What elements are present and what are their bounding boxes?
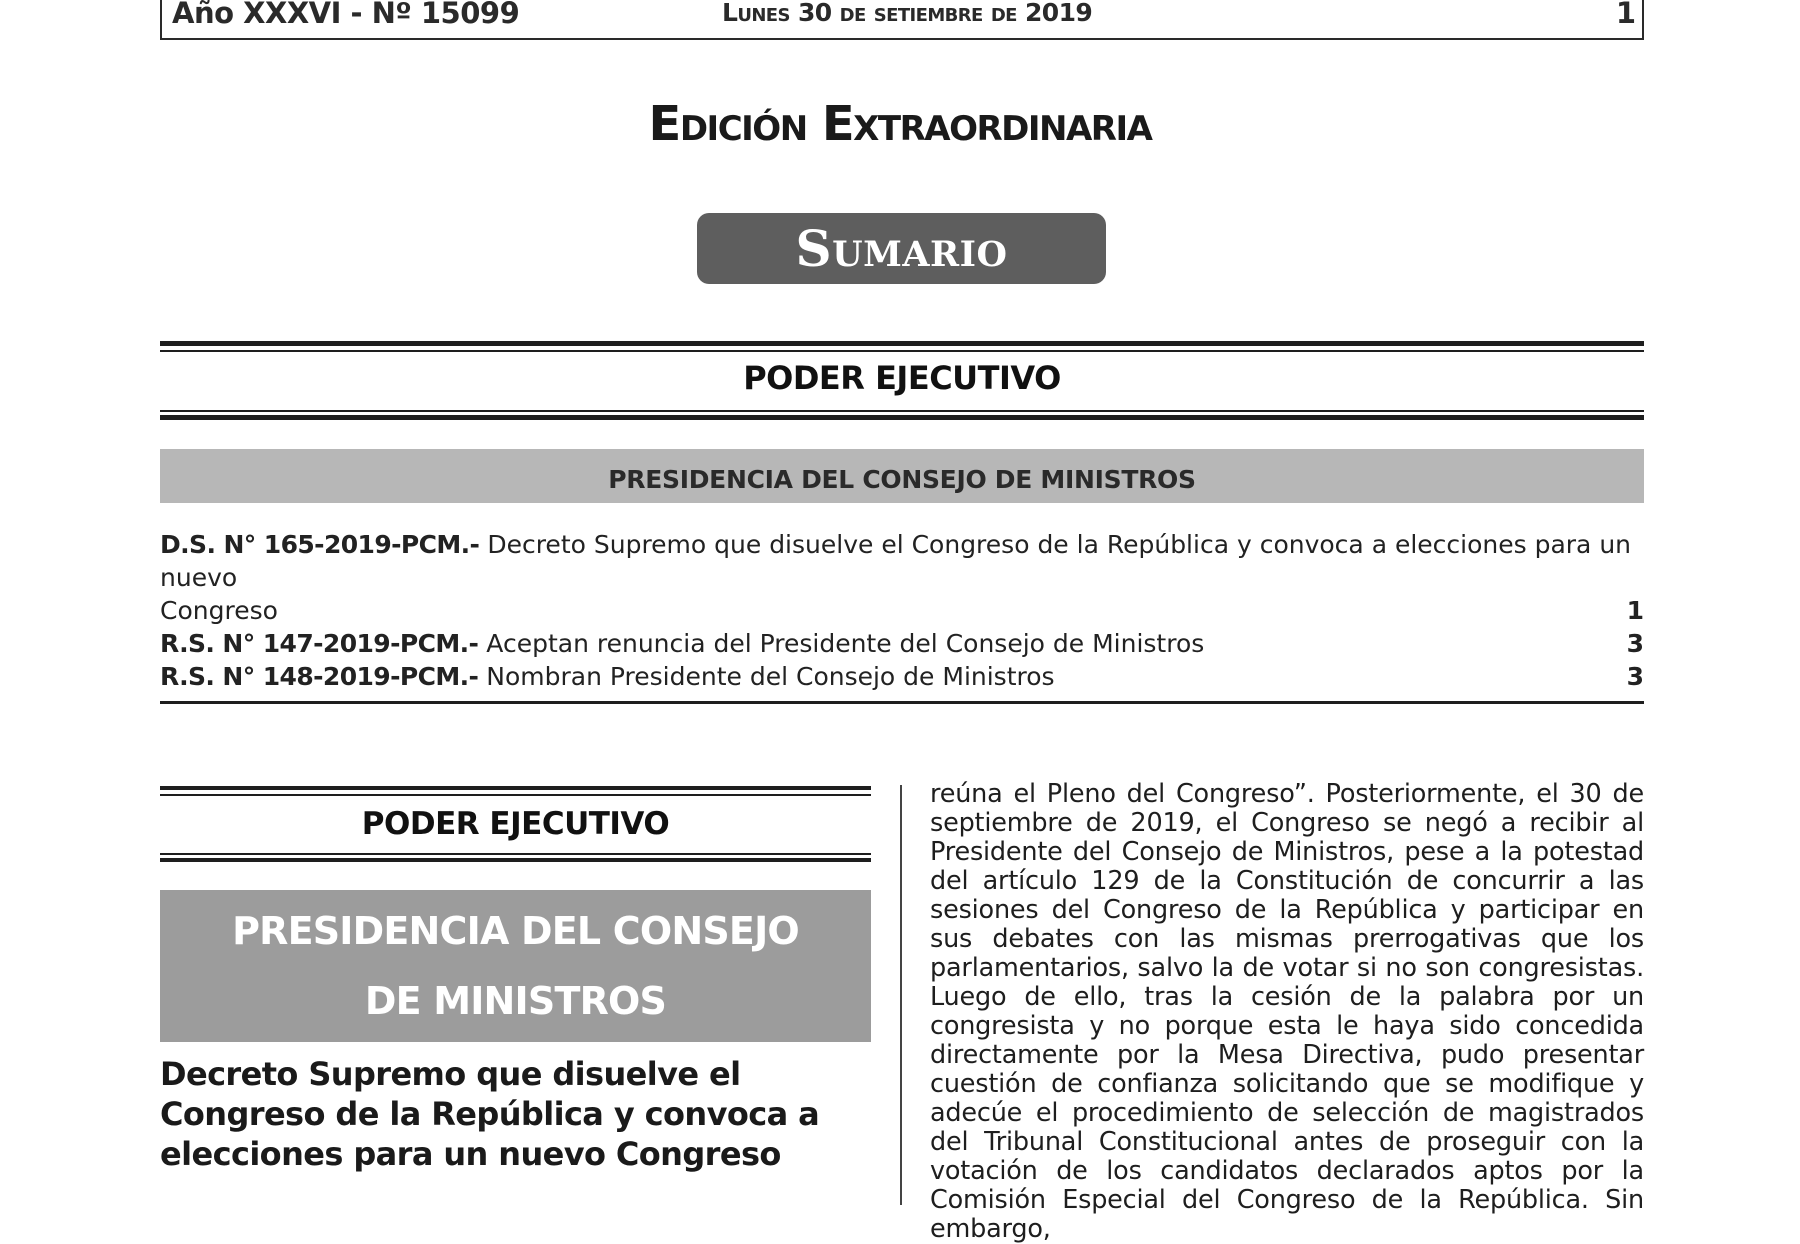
summary-entry-page: 3 [1626, 629, 1644, 658]
summary-entry-code: R.S. N° 148-2019-PCM.- [160, 662, 479, 691]
decree-heading: Decreto Supremo que disuelve el Congreso de la República y convoca a elecciones para un nuevo Congreso [160, 1055, 820, 1173]
left-subsection-line2: DE MINISTROS [364, 979, 667, 1023]
summary-list [160, 528, 1644, 693]
left-section-top-rule-thin [160, 794, 871, 796]
left-section-top-rule-thick [160, 786, 871, 790]
publication-date: Lunes 30 de setiembre de 2019 [722, 0, 1093, 27]
summary-section-title: PODER EJECUTIVO [743, 359, 1061, 397]
summary-entry-code: D.S. N° 165-2019-PCM.- [160, 530, 480, 559]
page-number: 1 [1615, 0, 1636, 30]
summary-entry[interactable] [160, 660, 1644, 693]
summary-entry-page: 3 [1626, 662, 1644, 691]
summary-top-rule-thick [160, 341, 1644, 346]
left-section-title: PODER EJECUTIVO [361, 806, 670, 842]
summary-entry-text: Nombran Presidente del Consejo de Ministros [486, 662, 1055, 691]
summary-entry-text-continued: Congreso [160, 596, 278, 625]
summary-entry[interactable] [160, 528, 1644, 627]
summary-top-rule-thin [160, 350, 1644, 352]
left-section-bottom-rule-thin [160, 853, 871, 855]
left-section-bottom-rule-thick [160, 858, 871, 862]
summary-bottom-rule-thick [160, 415, 1644, 420]
column-divider [900, 785, 902, 1205]
summary-subsection-bar: PRESIDENCIA DEL CONSEJO DE MINISTROS [160, 449, 1644, 503]
left-subsection-block [160, 890, 871, 1042]
summary-end-rule [160, 701, 1644, 704]
summary-entry[interactable] [160, 627, 1644, 660]
issue-number: Año XXXVI - Nº 15099 [172, 0, 520, 30]
masthead-box [160, 0, 1644, 40]
summary-entry-page: 1 [1626, 596, 1644, 625]
sumario-badge: Sumario [697, 213, 1106, 284]
summary-entry-code: R.S. N° 147-2019-PCM.- [160, 629, 479, 658]
summary-bottom-rule-thin [160, 410, 1644, 412]
left-subsection-line1: PRESIDENCIA DEL CONSEJO [232, 909, 799, 953]
summary-entry-text: Decreto Supremo que disuelve el Congreso de la República y convoca a elecciones para un nuevo [160, 530, 1632, 592]
edition-title: Edición Extraordinaria [648, 96, 1152, 152]
article-body-text: reúna el Pleno del Congreso”. Posteriormente, el 30 de septiembre de 2019, el Congreso se negó a recibir al Presidente del Consejo de Ministros, pese a la potestad del artículo 129 de la Constitución de concurrir a las sesiones del Congreso de la República y participar en sus debates con las mismas prerrogativas que los parlamentarios, salvo la de votar si no son congresistas. Luego de ello, tras la cesión de la palabra por un congresista y no porque esta le haya sido concedida directamente por la Mesa Directiva, pudo presentar cuestión de confianza solicitando que se modifique y adecúe el procedimiento de selección de magistrados del Tribunal Constitucional antes de proseguir con la votación de los candidatos declarados aptos por la Comisión Especial del Congreso de la República. Sin embargo, [930, 779, 1644, 1244]
summary-entry-text: Aceptan renuncia del Presidente del Consejo de Ministros [486, 629, 1205, 658]
